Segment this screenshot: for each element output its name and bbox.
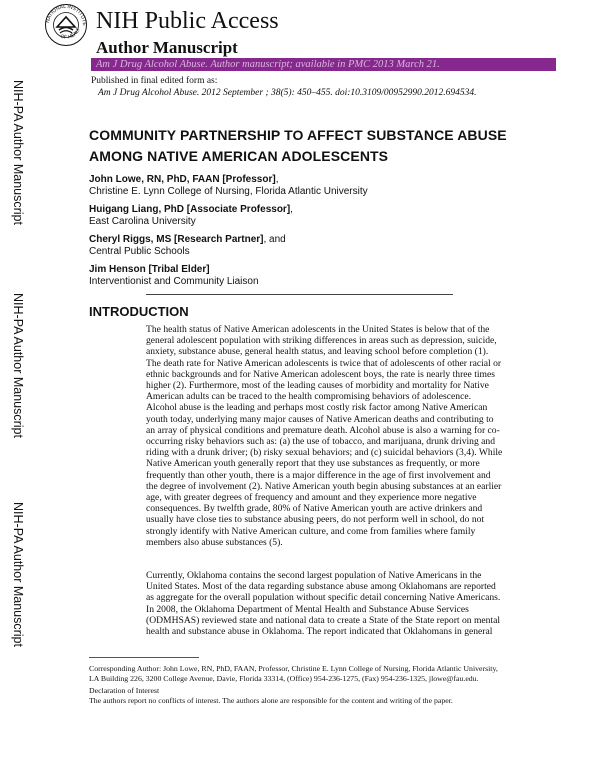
- p2-line: Currently, Oklahoma contains the second largest population of Native Americans in the: [146, 570, 482, 581]
- nih-seal-logo: [44, 3, 88, 47]
- p1-line: anxiety, substance abuse, general health status, and leaving school before completion (1).: [146, 346, 489, 358]
- p1-line: Alcohol abuse is the leading and perhaps most costly risk factor among Native American: [146, 402, 488, 414]
- author-3: [89, 234, 286, 245]
- logo-text-top: NATIONAL INSTITUTE: [45, 3, 88, 26]
- p1-line: ethnic backgrounds and for Native American adolescent boys, the rate is nearly three times: [146, 368, 495, 380]
- author-2-suffix: ,: [290, 204, 293, 215]
- p1-line: The health status of Native American adolescents in the United States is below that of the: [146, 324, 490, 335]
- p1-line: The death rate for Native American adolescents is twice that of adolescents of other racial or: [146, 357, 502, 369]
- journal-banner-text: Am J Drug Alcohol Abuse. Author manuscript; available in PMC 2013 March 21.: [96, 59, 440, 70]
- p1-line: American adults can be traced to the health compromising behaviors of adolescence.: [146, 391, 471, 403]
- p1-line: an array of physical conditions and premature death. Alcohol abuse is also a warning for co-: [146, 424, 500, 436]
- svg-text:NATIONAL INSTITUTES: [44, 3, 87, 27]
- p2-line: as aggregate for the overall population without specific detail concerning Native Americans.: [146, 592, 501, 604]
- side-label-2: NIH-PA Author Manuscript: [11, 293, 25, 438]
- p1-line: strongly identify with Native American culture, and come from families where family: [146, 525, 476, 537]
- author-1-suffix: ,: [275, 174, 279, 185]
- p1-line: higher (2). Furthermore, most of the leading causes of morbidity and mortality for Native: [146, 380, 489, 392]
- p2-line: (ODMHSAS) reviewed state and national data to create a State of the State report on mental: [146, 614, 501, 626]
- section-divider: [146, 294, 453, 295]
- header-title: NIH Public Access: [96, 8, 279, 34]
- footnote-divider: [89, 657, 199, 658]
- author-3-suffix: , and: [263, 234, 286, 245]
- author-2-name: Huigang Liang, PhD [Associate Professor]: [89, 204, 291, 215]
- p2-line: health and substance abuse in Oklahoma. The report indicated that Oklahomans in general: [146, 626, 493, 638]
- author-3-affiliation: Central Public Schools: [89, 246, 190, 257]
- author-4-name: Jim Henson [Tribal Elder]: [89, 264, 210, 275]
- p1-line: Native American youth generally report that they use substances as frequently, or more: [146, 458, 480, 470]
- p1-line: general adolescent population with striking differences in areas such as depression, suicide,: [146, 335, 497, 347]
- article-title: [89, 125, 549, 167]
- side-label-3: NIH-PA Author Manuscript: [11, 502, 25, 647]
- p1-line: age, with greater degrees of frequency and amount and they experience more negative: [146, 492, 477, 504]
- p1-line: riding with a drunk driver; (b) risky sexual behaviors; and (c) suicidal behaviors (3,4). While: [146, 447, 503, 459]
- footnote-line-2: LA Building 226, 3200 College Avenue, Davie, Florida 33314, (Office) 954-236-1275, (Fax) 954-236-1325, jlowe@fau.edu.: [89, 673, 479, 683]
- author-2-affiliation: East Carolina University: [89, 216, 196, 227]
- title-line-1: COMMUNITY PARTNERSHIP TO AFFECT SUBSTANCE ABUSE: [89, 127, 507, 143]
- author-1: [89, 174, 278, 185]
- p1-line: the degree of involvement (2). Native American youth begin abusing substances at an earlier: [146, 480, 502, 492]
- title-line-2: AMONG NATIVE AMERICAN ADOLESCENTS: [89, 148, 389, 164]
- header-subtitle: Author Manuscript: [96, 38, 238, 57]
- published-label: Published in final edited form as:: [91, 76, 218, 86]
- footnote-conflicts: The authors report no conflicts of interest. The authors alone are responsible for the content and writing of the paper.: [89, 696, 453, 705]
- author-4-affiliation: Interventionist and Community Liaison: [89, 276, 259, 287]
- citation-text: Am J Drug Alcohol Abuse. 2012 September ; 38(5): 450–455. doi:10.3109/00952990.2012.694534.: [98, 88, 477, 98]
- p2-line: In 2008, the Oklahoma Department of Mental Health and Substance Abuse Services: [146, 603, 469, 615]
- p1-line: occurring risky behaviors such as: (a) the use of tobacco, and marijuana, drunk driving and: [146, 436, 495, 448]
- footnote-corresponding: [89, 664, 529, 683]
- author-3-name: Cheryl Riggs, MS [Research Partner]: [89, 234, 264, 245]
- author-2: [89, 204, 293, 215]
- nih-seal-icon: [44, 3, 88, 47]
- paragraph-2: [146, 570, 524, 637]
- p1-line: frequently than other youth, there is a major difference in the age of first involvement and: [146, 469, 491, 481]
- citation[interactable]: [98, 88, 477, 98]
- p1-line: members also abuse substances (5).: [146, 536, 283, 548]
- author-1-name: John Lowe, RN, PhD, FAAN [Professor]: [89, 174, 276, 185]
- paragraph-1: [146, 324, 524, 548]
- section-heading: INTRODUCTION: [89, 304, 189, 319]
- footnote-line-1: Corresponding Author: John Lowe, RN, PhD, FAAN, Professor, Christine E. Lynn College of Nursing, Florida Atlantic University,: [89, 664, 498, 673]
- footnote-declaration: Declaration of Interest: [89, 686, 160, 695]
- author-4: [89, 264, 210, 275]
- p2-line: United States. Most of the data regarding substance abuse among Oklahomans are reported: [146, 581, 496, 593]
- p1-line: youth today, underlying many major causes of Native American deaths and contributing to: [146, 413, 494, 425]
- p1-line: consequences. By twelfth grade, 80% of Native American youth are active drinkers and: [146, 503, 483, 515]
- p1-line: usually have close ties to substance abusing peers, do not perform well in school, do not: [146, 514, 485, 526]
- side-label-1: NIH-PA Author Manuscript: [11, 80, 25, 225]
- logo-text-bottom: OF HEALT: [59, 27, 82, 41]
- author-1-affiliation: Christine E. Lynn College of Nursing, Florida Atlantic University: [89, 186, 368, 197]
